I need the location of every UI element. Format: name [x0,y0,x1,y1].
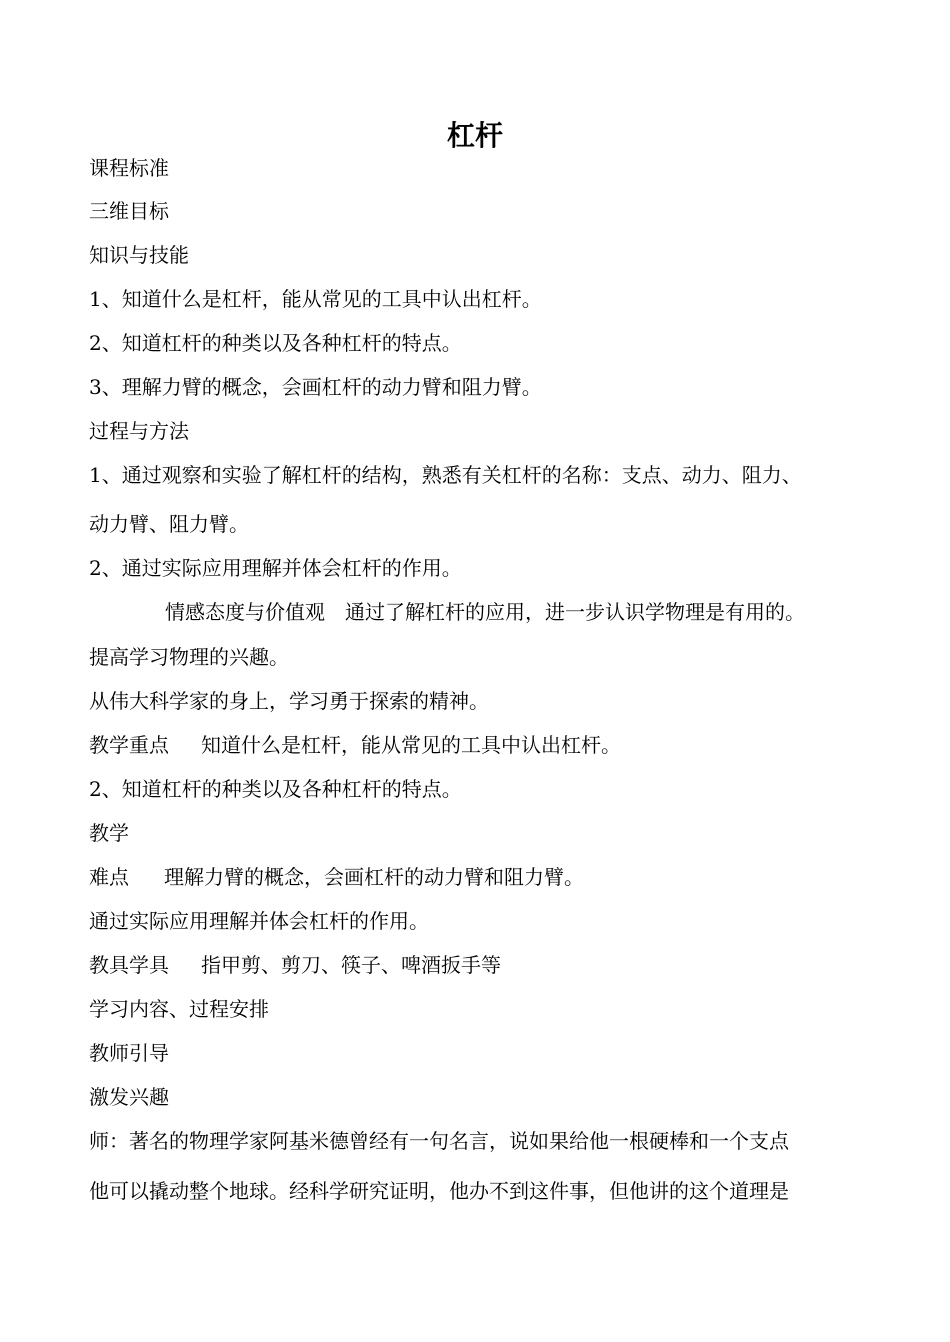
text-line: 他可以撬动整个地球。经科学研究证明，他办不到这件事，但他讲的这个道理是 [89,1179,789,1203]
document-title: 杠杆 [446,119,503,152]
key-text: 知道什么是杠杆，能从常见的工具中认出杠杆。 [201,733,621,757]
text-line: 过程与方法 [89,419,189,443]
difficulty-label: 难点 [89,865,129,889]
key-line [89,732,621,758]
text-line: 教师引导 [89,1041,169,1065]
difficulty-text: 理解力臂的概念，会画杠杆的动力臂和阻力臂。 [164,865,584,889]
text-line: 2、通过实际应用理解并体会杠杆的作用。 [89,556,462,580]
text-line: 2、知道杠杆的种类以及各种杠杆的特点。 [89,331,462,355]
emotion-text: 通过了解杠杆的应用，进一步认识学物理是有用的。 [345,600,805,624]
key-label: 教学重点 [89,733,169,757]
text-line: 学习内容、过程安排 [89,997,269,1021]
text-line: 通过实际应用理解并体会杠杆的作用。 [89,909,429,933]
text-line: 三维目标 [89,199,169,223]
text-line: 激发兴趣 [89,1085,169,1109]
text-line: 3、理解力臂的概念，会画杠杆的动力臂和阻力臂。 [89,375,542,399]
text-line: 1、通过观察和实验了解杠杆的结构，熟悉有关杠杆的名称：支点、动力、阻力、 [89,463,802,487]
text-line: 1、知道什么是杠杆，能从常见的工具中认出杠杆。 [89,287,542,311]
text-line: 从伟大科学家的身上，学习勇于探索的精神。 [89,689,489,713]
tools-line [89,952,501,978]
difficulty-line [89,864,584,890]
text-line: 课程标准 [89,156,169,180]
text-line: 提高学习物理的兴趣。 [89,645,289,669]
text-line: 师：著名的物理学家阿基米德曾经有一句名言，说如果给他一根硬棒和一个支点 [89,1129,789,1153]
text-line: 知识与技能 [89,243,189,267]
text-line: 动力臂、阻力臂。 [89,512,249,536]
tools-text: 指甲剪、剪刀、筷子、啤酒扳手等 [201,953,501,977]
emotion-line [165,599,805,625]
text-line: 2、知道杠杆的种类以及各种杠杆的特点。 [89,777,462,801]
text-line: 教学 [89,821,129,845]
emotion-label: 情感态度与价值观 [165,600,325,624]
tools-label: 教具学具 [89,953,169,977]
